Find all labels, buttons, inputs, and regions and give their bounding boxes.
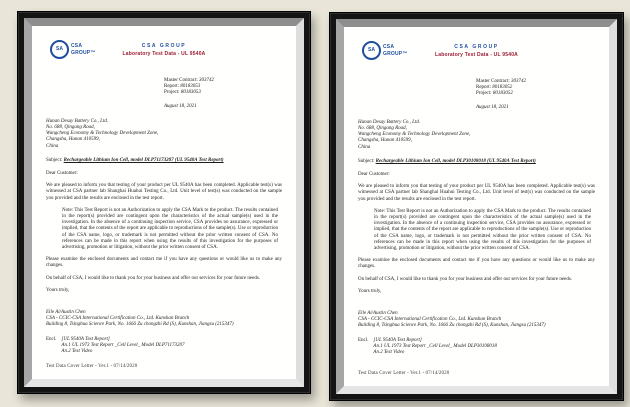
enclosure-label: Encl. — [46, 336, 57, 342]
footer-note: Test Data Cover Letter - Ver.1 - 07/14/2020 — [358, 370, 450, 376]
letter-date: August 18, 2021 — [164, 103, 197, 109]
subject-line: Subject: Rechargeable Lithium Ion Cell, model DLP71173207 (UL 9540A Test Report) — [46, 157, 224, 163]
enclosure-lines: [UL 9540A Test Report] An.1 UL 1973 Test Report _Cell Level_ Model DLP71173207 An.2 Test Video — [61, 336, 185, 355]
letter-page — [32, 26, 296, 379]
enclosure-block — [358, 338, 595, 357]
project-row: Project: 80183053 — [164, 90, 201, 96]
letter-date: August 18, 2021 — [476, 104, 509, 110]
csa-logo-wordmark: CSA GROUP™ — [383, 44, 408, 57]
csa-logo-mark: SA — [368, 47, 375, 54]
closing: Yours truly, — [46, 287, 70, 293]
frame-mat — [336, 19, 617, 394]
framed-letter-right — [329, 12, 624, 401]
header-title: CSA GROUP — [454, 44, 499, 50]
paragraph-note: Note: This Test Report is not an Authorization to apply the CSA Mark to the product. The results contained in the report(s) provided are contingent upon the characteristics of the actual sample(s) used in the investigation. In the absence of a continuing inspection service, CSA provides no assurance, expressed or implied, that the contents of the report are applicable to reproductions of the sample(s). Use or reproduction of the CSA name, logo, or trademark is not permitted without the prior written consent of CSA. No references can be made in this report when using the results of this investigation for the purposes of advertising, promotion or litigation, without the prior written consent of CSA. — [374, 208, 591, 252]
recipient-address: Hunan Desay Battery Co., Ltd. No. 688, Qingang Road, Wangcheng Economy & Technology Development Zone, Changsha, Hunan 410599, China — [358, 119, 471, 150]
master-contract-row: Master Contract: 303742 — [476, 79, 526, 84]
paragraph-intro: We are pleased to inform you that testing of your product per UL 9540A has been completed. Applicable test(s) was witnessed at CSA partner lab Shanghai Huahui Testing Co., Ltd. Unit level of test(s) was conducted on the sample you provided and the results are enclosed in the test report. — [358, 184, 595, 202]
framed-letter-left — [17, 11, 311, 394]
csa-logo-ring — [362, 41, 381, 60]
salutation: Dear Customer: — [46, 171, 78, 177]
header-subtitle: Laboratory Test Data - UL 9540A — [122, 51, 206, 58]
csa-logo-icon — [362, 41, 408, 60]
signature-block: Elle Ai/Austin Chen CSA - CCIC-CSA International Certification Co., Ltd. Kunshan Branch Building 8, Tsinghua Science Park, No. 1666 Zu chongzhi Rd (S), Kunshan, Jiangsu (215347) — [358, 311, 546, 329]
header-subtitle: Laboratory Test Data - UL 9540A — [435, 52, 518, 59]
frame-mat — [24, 18, 304, 387]
subject-line: Subject: Rechargeable Lithium Ion Cell, model DLP30108018 (UL 9540A Test Report) — [358, 158, 536, 164]
csa-logo-icon — [50, 40, 96, 59]
letter-header — [46, 38, 282, 72]
paragraph-examine: Please examine the enclosed documents and contact me if you have any questions or would like us to make any changes. — [46, 257, 282, 269]
csa-logo-ring — [50, 40, 69, 59]
letter-page — [344, 27, 609, 386]
paragraph-intro: We are pleased to inform you that testing of your product per UL 9540A has been completed. Applicable test(s) was witnessed at CSA partner lab Shanghai Huahui Testing Co., Ltd. Unit level of test(s) was conducted on the sample you provided and the results are enclosed in the test report. — [46, 183, 282, 201]
project-row: Project: 80183052 — [476, 91, 513, 97]
report-row: Report: 80183053 — [164, 84, 201, 90]
letter-header — [358, 39, 595, 73]
reference-block — [164, 78, 282, 97]
closing: Yours truly, — [358, 288, 382, 294]
csa-logo-wordmark: CSA GROUP™ — [71, 43, 96, 56]
reference-block — [476, 79, 595, 98]
csa-logo-mark: SA — [56, 46, 63, 53]
paragraph-examine: Please examine the enclosed documents and contact me if you have any questions or would like us to make any changes. — [358, 258, 595, 270]
paragraph-thanks: On behalf of CSA, I would like to thank you for your business and offer our services for your future needs. — [358, 276, 573, 282]
enclosure-label: Encl. — [358, 337, 369, 343]
paragraph-thanks: On behalf of CSA, I would like to thank you for your business and offer our services for your future needs. — [46, 275, 261, 281]
master-contract-row: Master Contract: 303742 — [164, 78, 214, 83]
salutation: Dear Customer: — [358, 172, 390, 178]
report-row: Report: 80183052 — [476, 85, 513, 91]
paragraph-note: Note: This Test Report is not an Authorization to apply the CSA Mark to the product. The results contained in the report(s) provided are contingent upon the characteristics of the actual sample(s) used in the investigation. In the absence of a continuing inspection service, CSA provides no assurance, expressed or implied, that the contents of the report are applicable to reproductions of the sample(s). Use or reproduction of the CSA name, logo, or trademark is not permitted without the prior written consent of CSA. No references can be made in this report when using the results of this investigation for the purposes of advertising, promotion or litigation, without the prior written consent of CSA. — [62, 207, 278, 251]
signature-block: Elle Ai/Austin Chen CSA - CCIC-CSA International Certification Co., Ltd. Kunshan Branch Building 8, Tsinghua Science Park, No. 1666 Zu chongzhi Rd (S), Kunshan, Jiangsu (215347) — [46, 310, 234, 328]
enclosure-lines: [UL 9540A Test Report] An.1 UL 1973 Test Report _Cell Level_ Model DLP30108018 An.2 Test Video — [373, 337, 497, 356]
recipient-address: Hunan Desay Battery Co., Ltd. No. 688, Qingang Road, Wangcheng Economy & Technology Development Zone, Changsha, Hunan 410599, China — [46, 118, 159, 149]
footer-note: Test Data Cover Letter - Ver.1 - 07/14/2020 — [46, 363, 138, 369]
enclosure-block — [46, 337, 282, 356]
header-title: CSA GROUP — [141, 43, 187, 49]
